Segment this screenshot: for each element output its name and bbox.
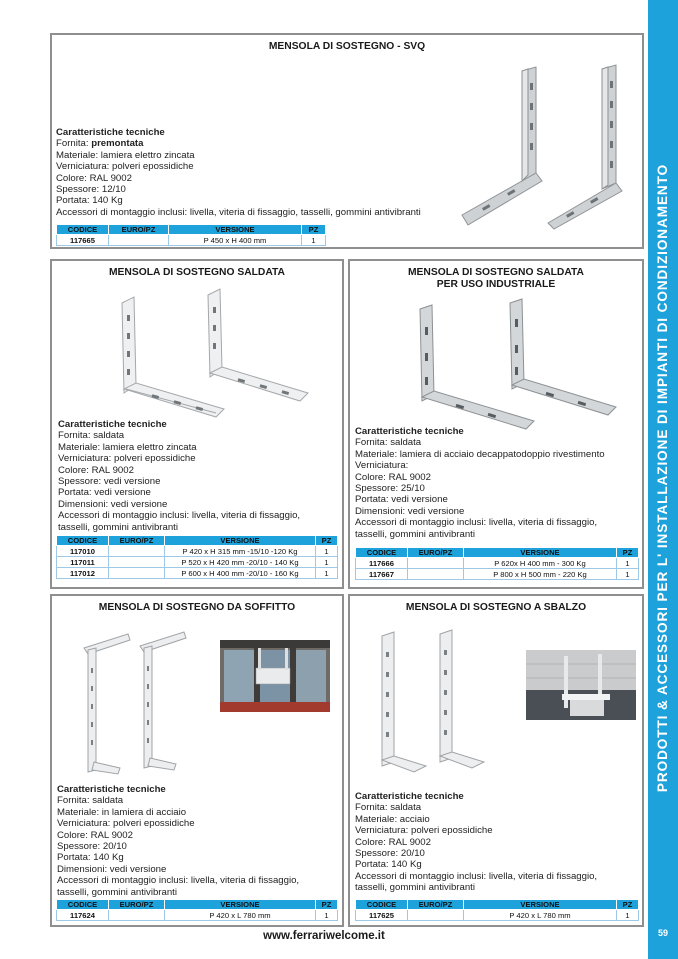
spec-text: saldata bbox=[390, 802, 422, 814]
product-panel-sbalzo bbox=[348, 594, 644, 927]
soffitto-install-photo bbox=[220, 640, 330, 712]
product-table bbox=[56, 535, 338, 579]
table-header-cell: EURO/PZ bbox=[408, 900, 464, 910]
table-cell: 1 bbox=[316, 568, 338, 579]
spec-text: Dimensioni: bbox=[58, 498, 111, 510]
spec-line bbox=[58, 510, 342, 521]
table-cell: 117625 bbox=[356, 910, 408, 921]
spec-line bbox=[57, 830, 343, 841]
spec-line bbox=[355, 472, 643, 483]
spec-line bbox=[355, 460, 643, 471]
table-cell: P 800 x H 500 mm - 220 Kg bbox=[464, 569, 617, 580]
spec-text: Portata: bbox=[355, 494, 392, 506]
specs-heading: Caratteristiche tecniche bbox=[355, 426, 464, 437]
table-cell: 117666 bbox=[356, 558, 408, 569]
spec-text: 20/10 bbox=[400, 848, 425, 860]
spec-text: Accessori di montaggio inclusi: bbox=[355, 870, 489, 882]
spec-line bbox=[355, 494, 643, 505]
spec-text: lamiera elettro zincata bbox=[100, 149, 195, 161]
specs-heading: Caratteristiche tecniche bbox=[56, 127, 165, 138]
table-row bbox=[57, 546, 338, 557]
table-header-cell: PZ bbox=[617, 548, 639, 558]
spec-text: livella, viteria di fissaggio, tasselli, gommini antivibranti bbox=[189, 206, 421, 218]
spec-line bbox=[58, 453, 342, 464]
table-header-cell: CODICE bbox=[57, 900, 109, 910]
spec-text: 140 Kg bbox=[93, 852, 124, 864]
spec-text: Accessori di montaggio inclusi: bbox=[56, 206, 190, 218]
spec-line bbox=[355, 871, 643, 882]
table-cell: 1 bbox=[316, 546, 338, 557]
sidebar-title: PRODOTTI & ACCESSORI PER L' INSTALLAZIONE DI IMPIANTI DI CONDIZIONAMENTO bbox=[655, 163, 670, 793]
table-header-cell: EURO/PZ bbox=[109, 900, 165, 910]
spec-text: vedi versione bbox=[407, 505, 465, 517]
spec-line bbox=[355, 814, 643, 825]
table-cell bbox=[109, 235, 169, 246]
spec-line bbox=[355, 506, 643, 517]
spec-text: Portata: bbox=[355, 859, 392, 871]
table-cell: 1 bbox=[617, 558, 639, 569]
spec-text: Colore: bbox=[57, 829, 91, 841]
spec-text: Colore: bbox=[58, 464, 92, 476]
bracket-soffitto-image bbox=[80, 630, 192, 776]
table-header-cell: VERSIONE bbox=[165, 900, 316, 910]
table-cell: P 600 x H 400 mm -20/10 - 160 Kg bbox=[165, 568, 316, 579]
spec-line bbox=[57, 875, 343, 886]
spec-text: RAL 9002 bbox=[89, 172, 132, 184]
spec-text: tasselli, gommini antivibranti bbox=[58, 521, 178, 533]
spec-text: saldata bbox=[92, 795, 124, 807]
table-header-cell: PZ bbox=[617, 900, 639, 910]
table-cell: 1 bbox=[617, 569, 639, 580]
spec-line bbox=[58, 430, 342, 441]
table-cell: 117010 bbox=[57, 546, 109, 557]
product-title: MENSOLA DI SOSTEGNO A SBALZO bbox=[405, 602, 587, 613]
spec-line bbox=[355, 802, 643, 813]
table-cell bbox=[408, 569, 464, 580]
spec-text: Fornita: bbox=[56, 138, 92, 150]
table-row bbox=[356, 558, 639, 569]
spec-text: Colore: bbox=[56, 172, 90, 184]
spec-text: Fornita: bbox=[355, 802, 391, 814]
spec-text: Materiale: bbox=[57, 806, 102, 818]
spec-text: 25/10 bbox=[400, 483, 425, 495]
table-cell bbox=[109, 557, 165, 568]
bracket-industriale-image bbox=[410, 297, 620, 432]
table-header-cell: EURO/PZ bbox=[109, 536, 165, 546]
product-title: MENSOLA DI SOSTEGNO SALDATA bbox=[108, 267, 285, 278]
spec-line bbox=[355, 449, 643, 460]
table-row bbox=[356, 910, 639, 921]
spec-text: Portata: bbox=[58, 487, 95, 499]
spec-text: Materiale: bbox=[58, 441, 103, 453]
table-cell bbox=[408, 558, 464, 569]
product-panel-industriale bbox=[348, 259, 644, 589]
spec-text: Verniciatura: bbox=[58, 453, 114, 465]
table-cell bbox=[408, 910, 464, 921]
table-cell: 117667 bbox=[356, 569, 408, 580]
spec-text: Materiale: bbox=[355, 448, 400, 460]
table-header-cell: VERSIONE bbox=[464, 548, 617, 558]
spec-line bbox=[56, 195, 456, 206]
sidebar-title-wrap bbox=[650, 163, 676, 959]
spec-line bbox=[56, 207, 456, 218]
spec-text: Verniciatura: bbox=[57, 818, 113, 830]
spec-text: Fornita: bbox=[58, 430, 94, 442]
spec-text: polveri epossidiche bbox=[114, 453, 196, 465]
table-header-cell: PZ bbox=[302, 225, 326, 235]
spec-text: vedi versione bbox=[94, 487, 151, 499]
table-row bbox=[57, 557, 338, 568]
table-cell: P 420 x L 780 mm bbox=[165, 910, 316, 921]
spec-text: polveri epossidiche bbox=[112, 161, 194, 173]
table-header-cell: VERSIONE bbox=[165, 536, 316, 546]
spec-text: livella, viteria di fissaggio, bbox=[191, 510, 301, 522]
spec-text: tasselli, gommini antivibranti bbox=[355, 882, 475, 894]
spec-text: Materiale: bbox=[355, 813, 400, 825]
spec-text: Fornita: bbox=[355, 437, 391, 449]
table-cell: 117665 bbox=[57, 235, 109, 246]
table-cell bbox=[109, 568, 165, 579]
table-row bbox=[57, 235, 326, 246]
spec-line bbox=[355, 837, 643, 848]
spec-text: Materiale: bbox=[56, 149, 101, 161]
bracket-svq-image bbox=[452, 63, 642, 228]
spec-line bbox=[58, 476, 342, 487]
spec-line bbox=[58, 465, 342, 476]
spec-text: 140 Kg bbox=[92, 195, 123, 207]
table-cell: 1 bbox=[316, 910, 338, 921]
table-header-cell: EURO/PZ bbox=[408, 548, 464, 558]
spec-line bbox=[355, 517, 643, 528]
spec-line bbox=[56, 138, 456, 149]
table-row bbox=[57, 910, 338, 921]
spec-text: Dimensioni: bbox=[57, 863, 110, 875]
spec-line bbox=[355, 437, 643, 448]
table-cell: P 450 x H 400 mm bbox=[169, 235, 302, 246]
spec-line bbox=[58, 487, 342, 498]
spec-text: Accessori di montaggio inclusi: bbox=[355, 517, 489, 529]
table-cell: P 420 x H 315 mm -15/10 -120 Kg bbox=[165, 546, 316, 557]
spec-line bbox=[56, 173, 456, 184]
specs-heading: Caratteristiche tecniche bbox=[58, 419, 167, 430]
spec-text: Portata: bbox=[56, 195, 93, 207]
spec-text: livella, viteria di fissaggio, bbox=[488, 870, 598, 882]
table-header-cell: CODICE bbox=[356, 548, 408, 558]
spec-text: Accessori di montaggio inclusi: bbox=[57, 875, 191, 887]
spec-line bbox=[355, 848, 643, 859]
table-cell: P 620x H 400 mm - 300 Kg bbox=[464, 558, 617, 569]
spec-text: Spessore: bbox=[57, 841, 103, 853]
spec-text: tasselli, gommini antivibranti bbox=[355, 528, 475, 540]
product-panel-svq bbox=[50, 33, 644, 249]
table-header-cell: CODICE bbox=[356, 900, 408, 910]
spec-text: vedi versione bbox=[391, 494, 448, 506]
spec-line bbox=[58, 442, 342, 453]
bracket-saldata-image bbox=[112, 285, 312, 425]
spec-line bbox=[57, 887, 343, 898]
product-panel-saldata bbox=[50, 259, 344, 589]
table-cell bbox=[109, 910, 165, 921]
table-cell bbox=[109, 546, 165, 557]
table-cell: P 520 x H 420 mm -20/10 - 140 Kg bbox=[165, 557, 316, 568]
spec-text: 140 Kg bbox=[391, 859, 422, 871]
spec-text: Verniciatura: bbox=[56, 161, 112, 173]
table-header-cell: PZ bbox=[316, 900, 338, 910]
spec-text: Verniciatura: bbox=[355, 460, 409, 472]
specs-heading: Caratteristiche tecniche bbox=[355, 791, 464, 802]
spec-text: Spessore: bbox=[355, 483, 401, 495]
spec-line bbox=[355, 483, 643, 494]
spec-text: Colore: bbox=[355, 836, 389, 848]
product-table bbox=[56, 224, 326, 246]
spec-text: vedi versione bbox=[103, 476, 161, 488]
spec-line bbox=[57, 818, 343, 829]
spec-text: saldata bbox=[390, 437, 422, 449]
page-number: 59 bbox=[657, 928, 668, 938]
spec-text: 12/10 bbox=[101, 184, 126, 196]
specs-heading: Caratteristiche tecniche bbox=[57, 784, 166, 795]
spec-line bbox=[57, 795, 343, 806]
product-title-line2: PER USO INDUSTRIALE bbox=[436, 279, 556, 290]
table-header-cell: CODICE bbox=[57, 225, 109, 235]
spec-line bbox=[355, 825, 643, 836]
spec-text: Colore: bbox=[355, 471, 389, 483]
spec-line bbox=[57, 864, 343, 875]
spec-text: polveri epossidiche bbox=[113, 818, 195, 830]
spec-text: vedi versione bbox=[109, 863, 167, 875]
product-title: MENSOLA DI SOSTEGNO - SVQ bbox=[268, 41, 426, 52]
spec-line bbox=[58, 499, 342, 510]
spec-text: 20/10 bbox=[102, 841, 127, 853]
spec-text: acciaio bbox=[399, 813, 430, 825]
table-header-cell: CODICE bbox=[57, 536, 109, 546]
spec-line bbox=[57, 841, 343, 852]
spec-line bbox=[58, 522, 342, 533]
product-title: MENSOLA DI SOSTEGNO DA SOFFITTO bbox=[98, 602, 296, 613]
product-table bbox=[355, 547, 639, 580]
table-header-cell: VERSIONE bbox=[464, 900, 617, 910]
sbalzo-install-photo bbox=[526, 650, 636, 720]
spec-text: livella, viteria di fissaggio, bbox=[190, 875, 300, 887]
spec-line bbox=[56, 150, 456, 161]
spec-line bbox=[56, 184, 456, 195]
spec-line bbox=[355, 529, 643, 540]
spec-text: RAL 9002 bbox=[388, 471, 431, 483]
spec-line bbox=[57, 852, 343, 863]
spec-text: tasselli, gommini antivibranti bbox=[57, 886, 177, 898]
spec-text: RAL 9002 bbox=[90, 829, 133, 841]
spec-text: Dimensioni: bbox=[355, 505, 408, 517]
product-title: MENSOLA DI SOSTEGNO SALDATA bbox=[407, 267, 584, 278]
spec-text: lamiera di acciaio decappatodoppio rivestimento bbox=[399, 448, 605, 460]
spec-line bbox=[57, 807, 343, 818]
table-cell: 1 bbox=[316, 557, 338, 568]
spec-text: vedi versione bbox=[110, 498, 168, 510]
table-cell: 117011 bbox=[57, 557, 109, 568]
table-cell: 1 bbox=[617, 910, 639, 921]
table-row bbox=[356, 569, 639, 580]
table-header-cell: VERSIONE bbox=[169, 225, 302, 235]
product-table bbox=[56, 899, 338, 921]
spec-line bbox=[355, 882, 643, 893]
table-cell: 117624 bbox=[57, 910, 109, 921]
spec-line bbox=[355, 859, 643, 870]
table-cell: P 420 x L 780 mm bbox=[464, 910, 617, 921]
spec-text: saldata bbox=[93, 430, 125, 442]
spec-text: lamiera elettro zincata bbox=[102, 441, 197, 453]
table-row bbox=[57, 568, 338, 579]
table-header-cell: EURO/PZ bbox=[109, 225, 169, 235]
spec-text: RAL 9002 bbox=[91, 464, 134, 476]
table-cell: 1 bbox=[302, 235, 326, 246]
spec-text: Portata: bbox=[57, 852, 94, 864]
spec-text: Spessore: bbox=[56, 184, 102, 196]
spec-text: Spessore: bbox=[58, 476, 104, 488]
bracket-sbalzo-image bbox=[372, 630, 492, 776]
spec-line bbox=[56, 161, 456, 172]
spec-text: livella, viteria di fissaggio, bbox=[488, 517, 598, 529]
spec-text: polveri epossidiche bbox=[411, 825, 493, 837]
spec-text: Spessore: bbox=[355, 848, 401, 860]
product-panel-soffitto bbox=[50, 594, 344, 927]
spec-text: Verniciatura: bbox=[355, 825, 411, 837]
spec-text: RAL 9002 bbox=[388, 836, 431, 848]
spec-text: in lamiera di acciaio bbox=[101, 806, 187, 818]
footer-website-link[interactable]: www.ferrariwelcome.it bbox=[263, 930, 385, 942]
spec-text: premontata bbox=[91, 138, 144, 150]
spec-text: Fornita: bbox=[57, 795, 93, 807]
spec-text: Accessori di montaggio inclusi: bbox=[58, 510, 192, 522]
product-table bbox=[355, 899, 639, 921]
table-cell: 117012 bbox=[57, 568, 109, 579]
table-header-cell: PZ bbox=[316, 536, 338, 546]
